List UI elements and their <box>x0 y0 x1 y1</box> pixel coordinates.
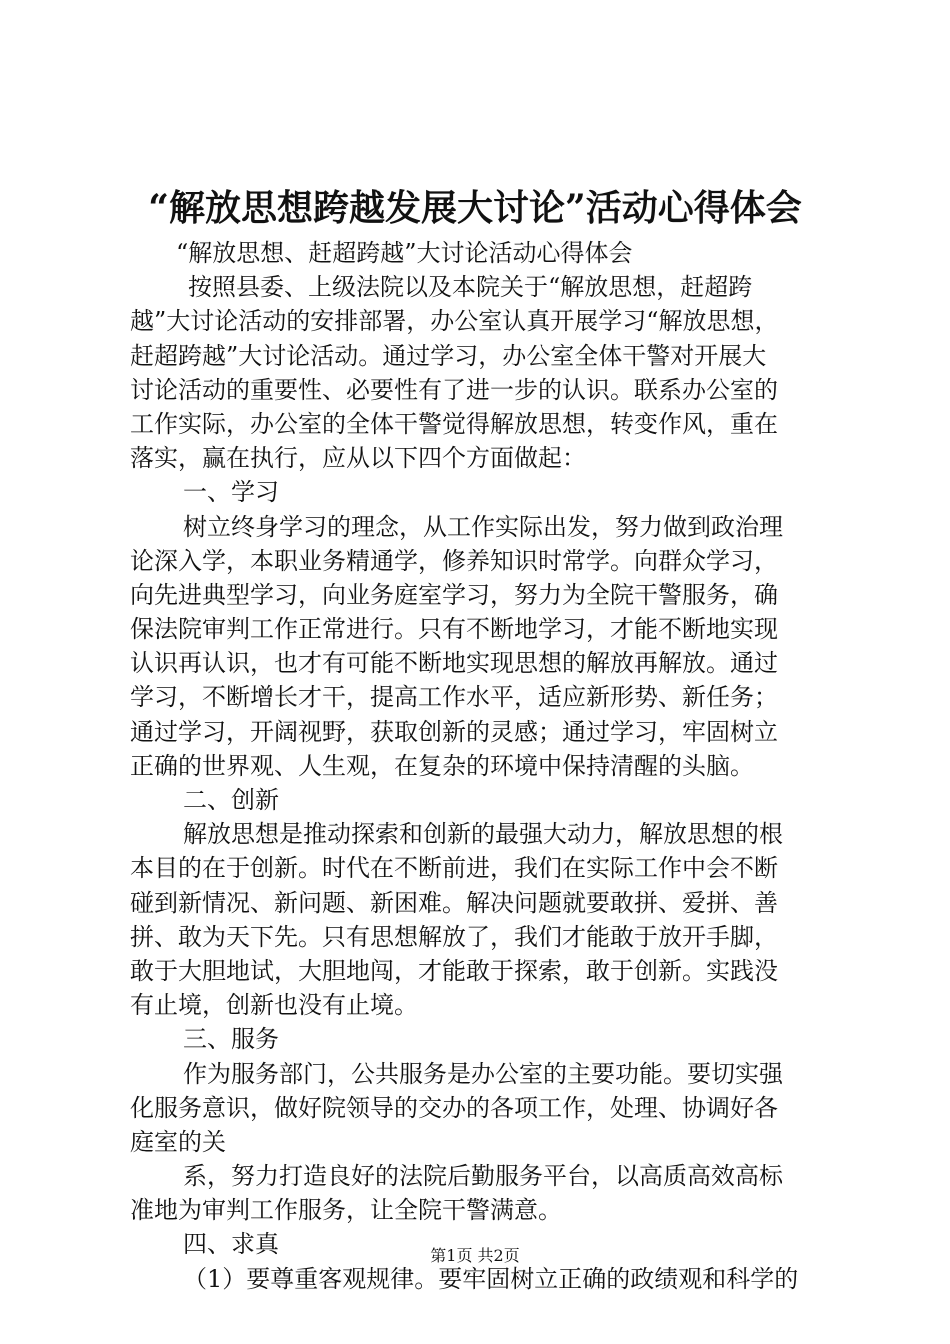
text-line: 落实，赢在执行，应从以下四个方面做起： <box>130 444 586 473</box>
text-line: 正确的世界观、人生观，在复杂的环境中保持清醒的头脑。 <box>130 751 754 780</box>
text-line: 论深入学，本职业务精通学，修养知识时常学。向群众学习， <box>130 546 778 575</box>
text-line: 通过学习，开阔视野，获取创新的灵感；通过学习，牢固树立 <box>130 717 778 746</box>
text-line: 越”大讨论活动的安排部署，办公室认真开展学习“解放思想， <box>130 307 779 336</box>
text-line: 向先进典型学习，向业务庭室学习，努力为全院干警服务，确 <box>130 580 778 609</box>
text-line: 工作实际，办公室的全体干警觉得解放思想，转变作风，重在 <box>130 409 778 438</box>
text-line: 系，努力打造良好的法院后勤服务平台，以高质高效高标 <box>183 1162 783 1191</box>
document-body <box>130 236 830 1296</box>
text-line: （1）要尊重客观规律。要牢固树立正确的政绩观和科学的 <box>183 1264 799 1293</box>
text-line: 认识再认识，也才有可能不断地实现思想的解放再解放。通过 <box>130 649 778 678</box>
text-line: 作为服务部门，公共服务是办公室的主要功能。要切实强 <box>183 1059 783 1088</box>
text-line: 讨论活动的重要性、必要性有了进一步的认识。联系办公室的 <box>130 375 778 404</box>
text-line: 树立终身学习的理念，从工作实际出发，努力做到政治理 <box>183 512 783 541</box>
text-line: 学习，不断增长才干，提高工作水平，适应新形势、新任务； <box>130 683 778 712</box>
text-line: 按照县委、上级法院以及本院关于“解放思想，赶超跨 <box>188 273 753 302</box>
text-line: 敢于大胆地试，大胆地闯，才能敢于探索，敢于创新。实践没 <box>130 956 778 985</box>
text-line: 庭室的关 <box>130 1127 226 1156</box>
text-line: 四、求真 <box>183 1230 279 1259</box>
text-line: 保法院审判工作正常进行。只有不断地学习，才能不断地实现 <box>130 615 778 644</box>
text-line: 有止境，创新也没有止境。 <box>130 991 418 1020</box>
text-line: 碰到新情况、新问题、新困难。解决问题就要敢拼、爱拼、善 <box>130 888 778 917</box>
document-title: “解放思想跨越发展大讨论”活动心得体会 <box>148 187 802 229</box>
text-line: “解放思想、赶超跨越”大讨论活动心得体会 <box>176 239 633 267</box>
text-line: 拼、敢为天下先。只有思想解放了，我们才能敢于放开手脚， <box>130 922 778 951</box>
page-footer: 第1页 共2页 <box>430 1246 520 1265</box>
text-line: 赶超跨越”大讨论活动。通过学习，办公室全体干警对开展大 <box>130 341 767 370</box>
text-line: 本目的在于创新。时代在不断前进，我们在实际工作中会不断 <box>130 854 778 883</box>
text-line: 准地为审判工作服务，让全院干警满意。 <box>130 1196 562 1225</box>
text-line: 三、服务 <box>183 1025 279 1054</box>
text-line: 化服务意识，做好院领导的交办的各项工作，处理、协调好各 <box>130 1093 778 1122</box>
text-line: 解放思想是推动探索和创新的最强大动力，解放思想的根 <box>183 820 783 849</box>
text-line: 一、学习 <box>183 478 279 507</box>
text-line: 二、创新 <box>183 786 279 814</box>
